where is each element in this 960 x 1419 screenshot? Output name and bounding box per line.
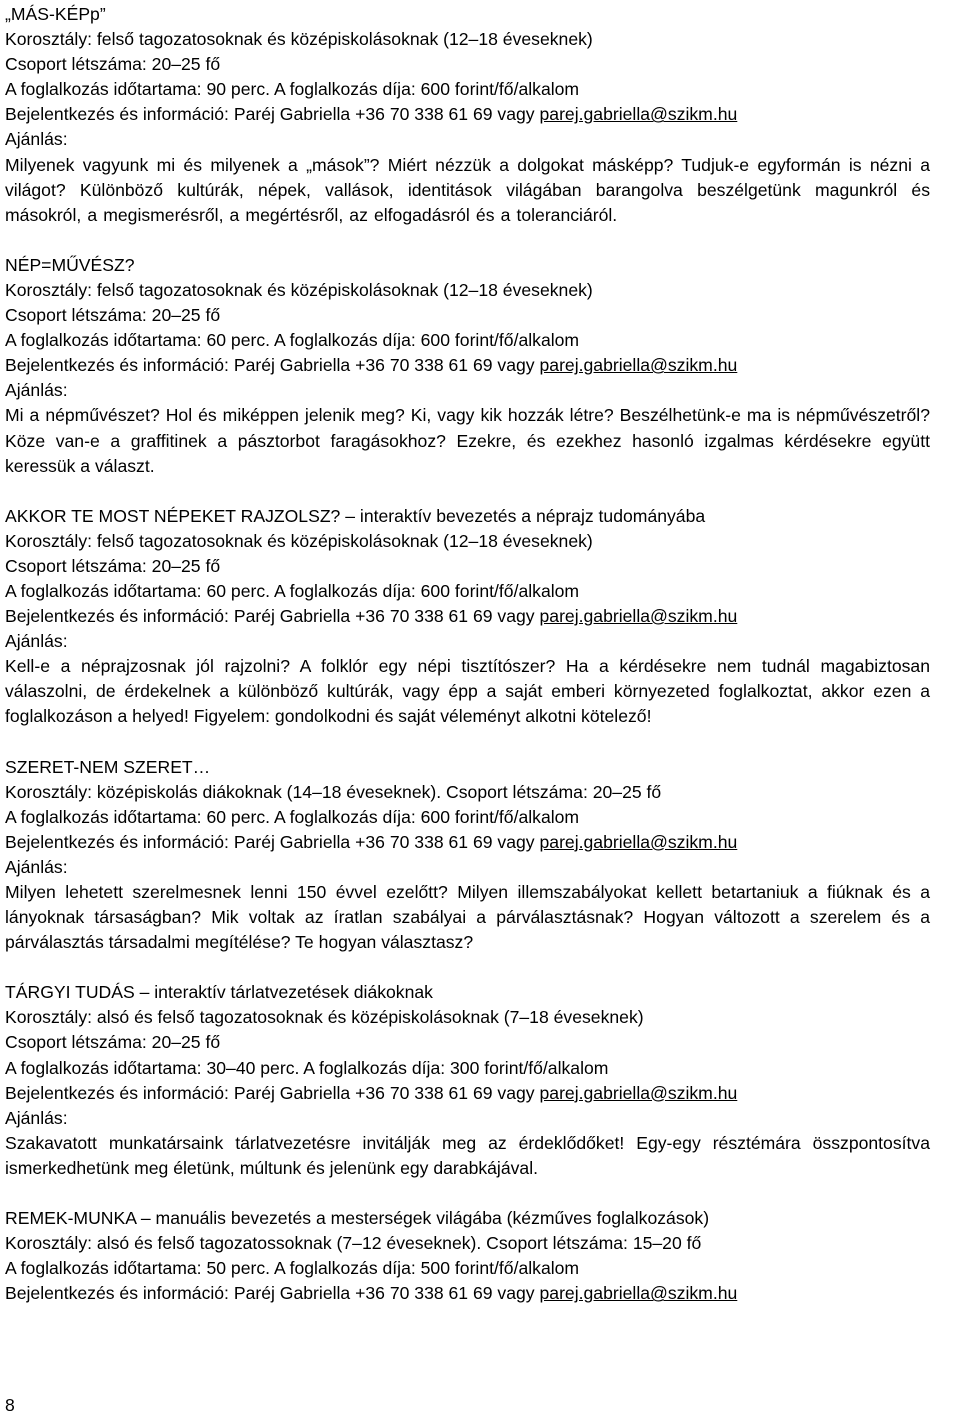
description-paragraph: Kell-e a néprajzosnak jól rajzolni? A folklór egy népi tisztítószer? Ha a kérdésekre nem tudnál magabiztosan válaszolni, de érdekelnek a különböző kultúrák, vagy épp a saját emberi környezeted foglalkoztat, akkor ezen a foglalkozáson a helyed! Figyelem: gondolkodni és saját véleményt alkotni kötelező! <box>5 656 930 727</box>
page-number: 8 <box>5 1395 15 1415</box>
section-title: TÁRGYI TUDÁS – interaktív tárlatvezetések diákoknak <box>5 982 433 1003</box>
email-link[interactable]: parej.gabriella@szikm.hu <box>539 606 738 627</box>
program-section <box>5 1206 930 1306</box>
section-title: AKKOR TE MOST NÉPEKET RAJZOLSZ? – interaktív bevezetés a néprajz tudományába <box>5 505 706 526</box>
program-section <box>5 755 930 956</box>
program-section <box>5 980 930 1181</box>
recommendation-label: Ajánlás: <box>5 129 68 150</box>
age-group-line: Korosztály: alsó és felső tagozatossoknak (7–12 éveseknek). Csoport létszáma: 15–20 fő <box>5 1233 702 1254</box>
registration-line: Bejelentkezés és információ: Paréj Gabriella +36 70 338 61 69 vagy parej.gabriella@szikm.hu <box>5 104 738 125</box>
section-title: SZERET-NEM SZERET… <box>5 756 211 777</box>
email-link[interactable]: parej.gabriella@szikm.hu <box>539 355 738 376</box>
document-page <box>5 0 930 1331</box>
recommendation-label: Ajánlás: <box>5 380 68 401</box>
section-subtitle: – interaktív bevezetés a néprajz tudományába <box>340 505 706 526</box>
age-group-line: Korosztály: felső tagozatosoknak és középiskolásoknak (12–18 éveseknek) <box>5 530 593 551</box>
recommendation-label: Ajánlás: <box>5 856 68 877</box>
section-subtitle: – interaktív tárlatvezetések diákoknak <box>134 982 433 1003</box>
email-link[interactable]: parej.gabriella@szikm.hu <box>539 1082 738 1103</box>
age-group-line: Korosztály: alsó és felső tagozatosoknak és középiskolásoknak (7–18 éveseknek) <box>5 1007 644 1028</box>
duration-fee-line: A foglalkozás időtartama: 60 perc. A foglalkozás díja: 600 forint/fő/alkalom <box>5 580 580 601</box>
program-section <box>5 253 930 479</box>
registration-line: Bejelentkezés és információ: Paréj Gabriella +36 70 338 61 69 vagy parej.gabriella@szikm.hu <box>5 1283 738 1304</box>
registration-line: Bejelentkezés és információ: Paréj Gabriella +36 70 338 61 69 vagy parej.gabriella@szikm.hu <box>5 606 738 627</box>
registration-line: Bejelentkezés és információ: Paréj Gabriella +36 70 338 61 69 vagy parej.gabriella@szikm.hu <box>5 831 738 852</box>
description-paragraph: Milyen lehetett szerelmesnek lenni 150 évvel ezelőtt? Milyen illemszabályokat kellett betartaniuk a fiúknak és a lányoknak társaságban? Mik voltak az íratlan szabályai a párválasztásnak? Hogyan változott a szerelem és a párválasztás társadalmi megítélése? Te hogyan választasz? <box>5 882 930 953</box>
section-subtitle: – manuális bevezetés a mesterségek világába (kézműves foglalkozások) <box>136 1208 710 1229</box>
registration-line: Bejelentkezés és információ: Paréj Gabriella +36 70 338 61 69 vagy parej.gabriella@szikm.hu <box>5 355 738 376</box>
description-paragraph: Milyenek vagyunk mi és milyenek a „mások”? Miért nézzük a dolgokat másképp? Tudjuk-e egyformán is nézni a világot? Különböző kultúrák, népek, vallások, identitások világában barangolva beszélgetünk magunkról és másokról, a megismerésről, a megértésről, az elfogadásról és a toleranciáról. <box>5 154 930 225</box>
age-group-line: Korosztály: felső tagozatosoknak és középiskolásoknak (12–18 éveseknek) <box>5 279 593 300</box>
group-size-line: Csoport létszáma: 20–25 fő <box>5 555 221 576</box>
description-paragraph: Szakavatott munkatársaink tárlatvezetésre invitálják meg az érdeklődőket! Egy-egy résztémára összpontosítva ismerkedhetünk meg életünk, múltunk és jelenünk egy darabkájával. <box>5 1132 930 1178</box>
age-group-line: Korosztály: felső tagozatosoknak és középiskolásoknak (12–18 éveseknek) <box>5 29 593 50</box>
group-size-line: Csoport létszáma: 20–25 fő <box>5 305 221 326</box>
section-title: „MÁS-KÉPp” <box>5 4 106 24</box>
group-size-line: Csoport létszáma: 20–25 fő <box>5 1032 221 1053</box>
program-section <box>5 0 930 228</box>
duration-fee-line: A foglalkozás időtartama: 30–40 perc. A foglalkozás díja: 300 forint/fő/alkalom <box>5 1057 609 1078</box>
recommendation-label: Ajánlás: <box>5 631 68 652</box>
email-link[interactable]: parej.gabriella@szikm.hu <box>539 1283 738 1304</box>
section-title: NÉP=MŰVÉSZ? <box>5 254 135 275</box>
program-section <box>5 504 930 730</box>
email-link[interactable]: parej.gabriella@szikm.hu <box>539 831 738 852</box>
duration-fee-line: A foglalkozás időtartama: 60 perc. A foglalkozás díja: 600 forint/fő/alkalom <box>5 806 580 827</box>
email-link[interactable]: parej.gabriella@szikm.hu <box>539 104 738 125</box>
registration-line: Bejelentkezés és információ: Paréj Gabriella +36 70 338 61 69 vagy parej.gabriella@szikm.hu <box>5 1082 738 1103</box>
duration-fee-line: A foglalkozás időtartama: 50 perc. A foglalkozás díja: 500 forint/fő/alkalom <box>5 1258 580 1279</box>
description-paragraph: Mi a népművészet? Hol és miképpen jelenik meg? Ki, vagy kik hozzák létre? Beszélhetünk-e ma is népművészetről? Köze van-e a graffitinek a pásztorbot faragásokhoz? Ezekre, és ezekhez hasonló izgalmas kérdésekre együtt keressük a választ. <box>5 405 930 476</box>
age-group-line: Korosztály: középiskolás diákoknak (14–18 éveseknek). Csoport létszáma: 20–25 fő <box>5 781 662 802</box>
section-title: REMEK-MUNKA – manuális bevezetés a mesterségek világába (kézműves foglalkozások) <box>5 1208 710 1229</box>
group-size-line: Csoport létszáma: 20–25 fő <box>5 54 221 75</box>
duration-fee-line: A foglalkozás időtartama: 60 perc. A foglalkozás díja: 600 forint/fő/alkalom <box>5 330 580 351</box>
recommendation-label: Ajánlás: <box>5 1107 68 1128</box>
duration-fee-line: A foglalkozás időtartama: 90 perc. A foglalkozás díja: 600 forint/fő/alkalom <box>5 79 580 100</box>
